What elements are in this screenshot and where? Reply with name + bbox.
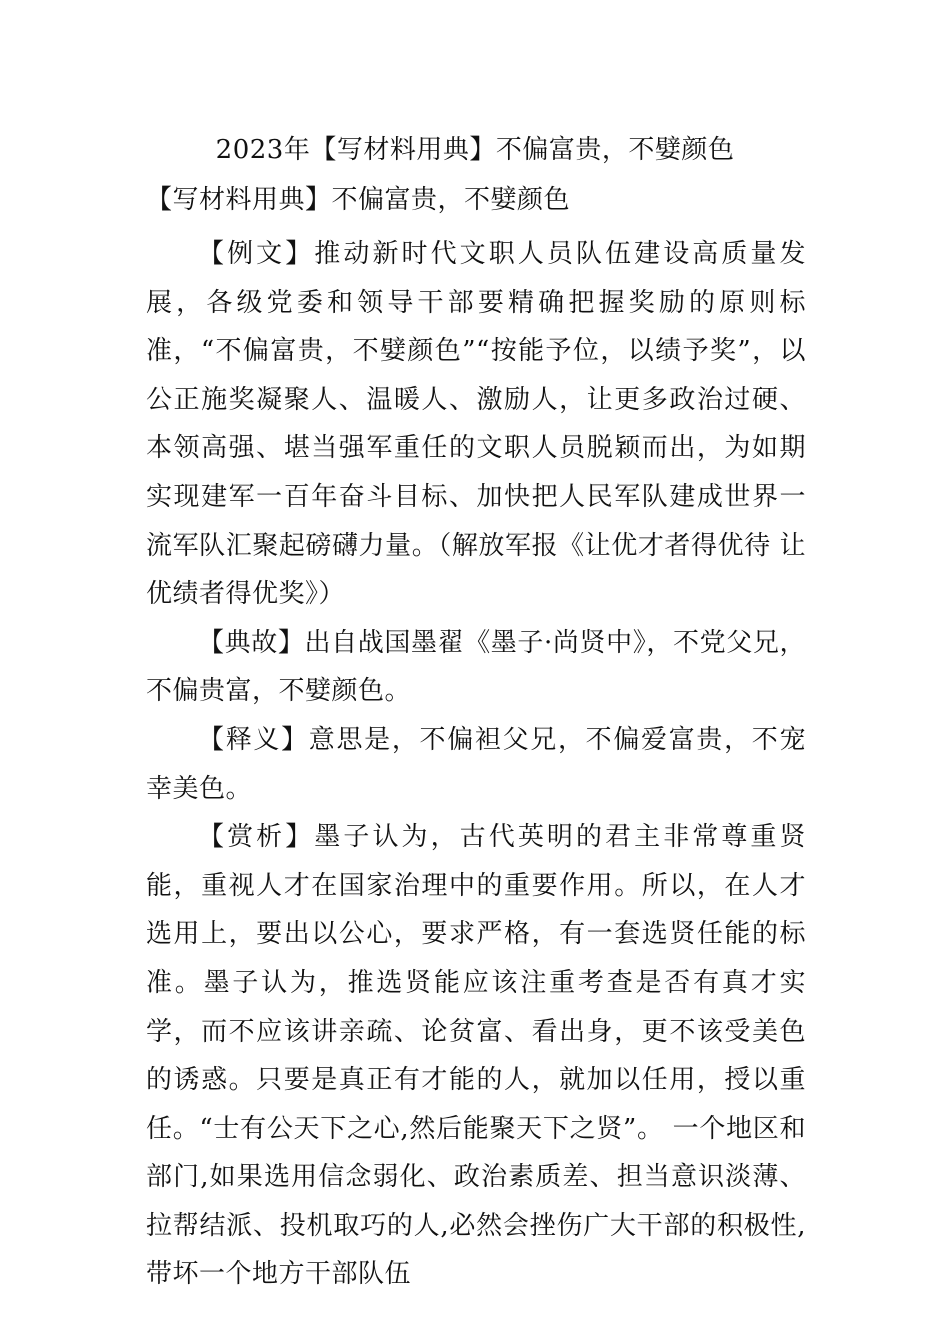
document-subtitle: 【写材料用典】不偏富贵，不嬖颜色 <box>146 185 571 215</box>
paragraph-meaning: 【释义】意思是，不偏袒父兄，不偏爱富贵，不宠幸美色。 <box>146 724 806 804</box>
paragraph-analysis: 【赏析】墨子认为，古代英明的君主非常尊重贤能，重视人才在国家治理中的重要作用。所以，在人才选用上，要出以公心，要求严格，有一套选贤任能的标准。墨子认为，推选贤能应该注重考查是否有真才实学，而不应该讲亲疏、论贫富、看出身，更不该受美色的诱惑。只要是真正有才能的人，就加以任用，授以重任。“士有公天下之心,然后能聚天下之贤”。 一个地区和部门,如果选用信念弱化、政治素质差、担当意识淡薄、拉帮结派、投机取巧的人,必然会挫伤广大干部的积极性,带坏一个地方干部队伍 <box>146 822 806 1290</box>
document-body <box>146 230 806 1299</box>
paragraph-allusion: 【典故】出自战国墨翟《墨子·尚贤中》，不党父兄，不偏贵富，不嬖颜色。 <box>146 627 806 707</box>
document-title: 2023年【写材料用典】不偏富贵，不嬖颜色 <box>215 135 735 165</box>
paragraph-example: 【例文】推动新时代文职人员队伍建设高质量发展，各级党委和领导干部要精确把握奖励的原则标准，“不偏富贵，不嬖颜色”“按能予位，以绩予奖”，以公正施奖凝聚人、温暖人、激励人，让更多政治过硬、本领高强、堪当强军重任的文职人员脱颖而出，为如期实现建军一百年奋斗目标、加快把人民军队建成世界一流军队汇聚起磅礴力量。（解放军报《让优才者得优待 让优绩者得优奖》） <box>146 239 806 610</box>
